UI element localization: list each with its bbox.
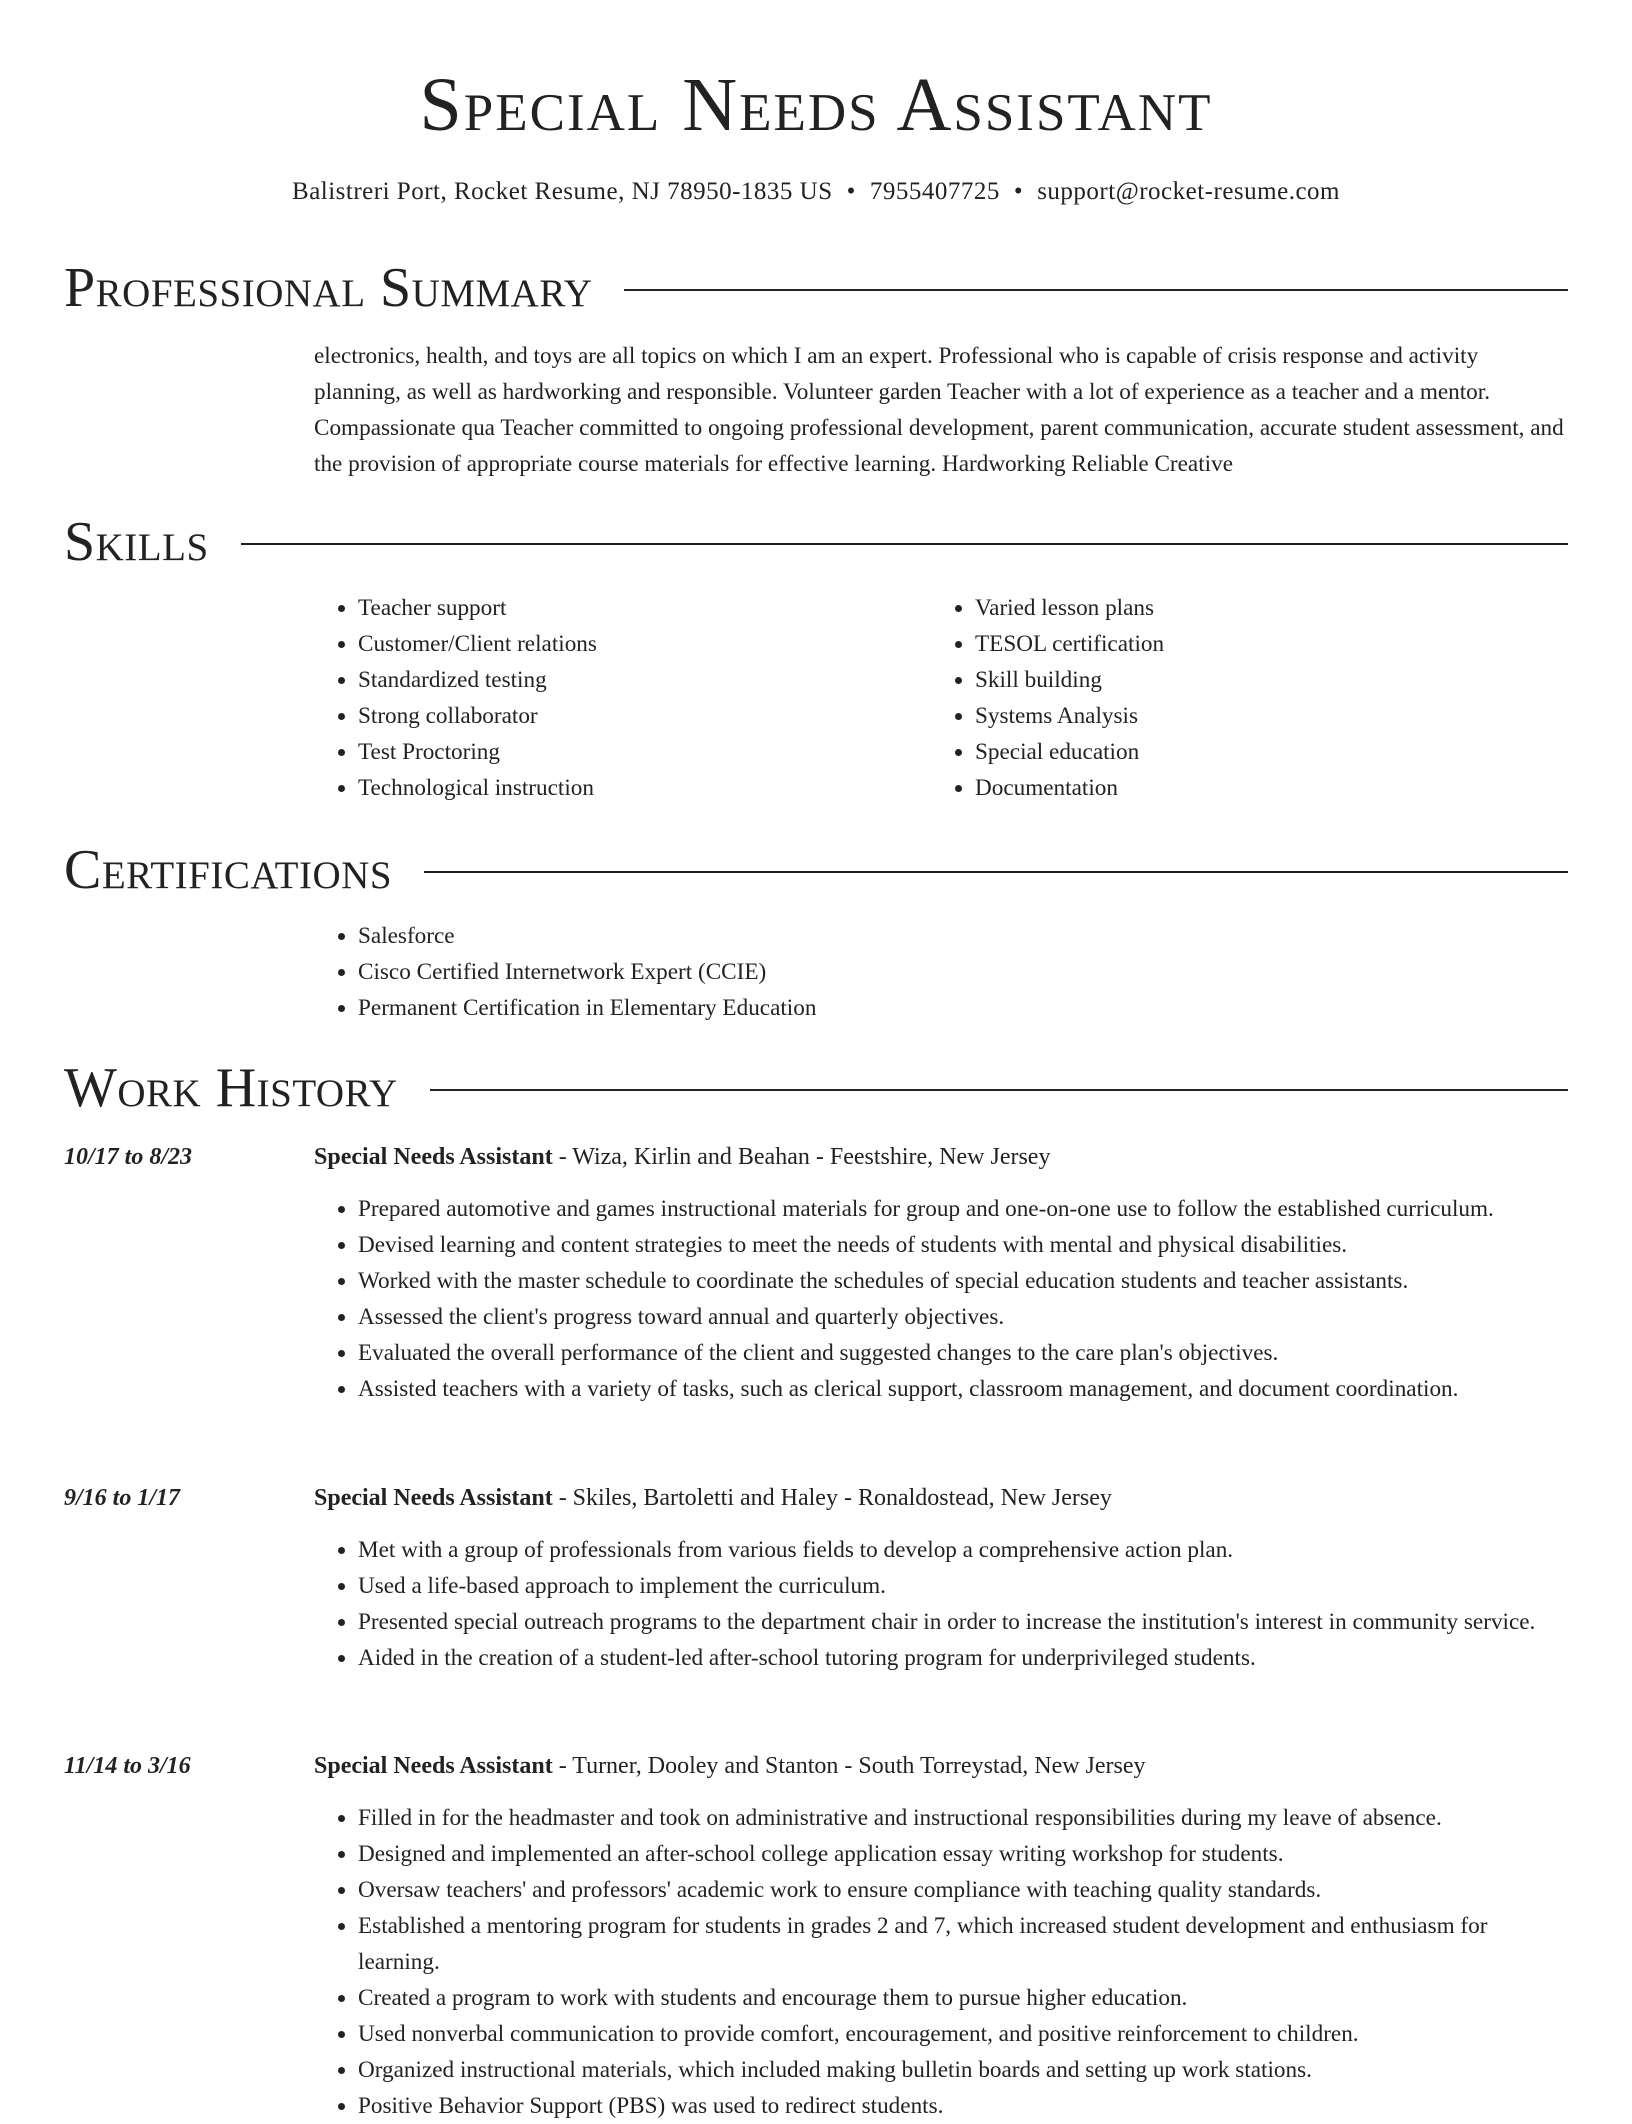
job-dates: 11/14 to 3/16: [64, 1753, 191, 1779]
job-bullet: • Evaluated the overall performance of the client and suggested changes to the care plan's objectives.: [358, 1335, 1568, 1371]
job-title: Special Needs Assistant: [314, 1144, 553, 1170]
contact-address: Balistreri Port, Rocket Resume, NJ 78950-1835 US: [292, 178, 833, 205]
certification-item: • Permanent Certification in Elementary Education: [358, 990, 1514, 1026]
skill-item: • Test Proctoring: [358, 734, 914, 770]
job-bullet: • Prepared automotive and games instructional materials for group and one-on-one use to follow the established curriculum.: [358, 1191, 1568, 1227]
skills-column-right: [931, 590, 1531, 806]
skill-item: • TESOL certification: [975, 626, 1531, 662]
skill-item: • Standardized testing: [358, 662, 914, 698]
certifications-section-header: [64, 837, 1568, 903]
skills-list-right: [931, 590, 1531, 806]
job-bullet-list: [314, 1191, 1568, 1407]
skills-heading: Skills: [64, 511, 209, 573]
summary-section-header: [64, 255, 1568, 321]
job-bullet: • Assisted teachers with a variety of tasks, such as clerical support, classroom management, and document coordination.: [358, 1371, 1568, 1407]
job-bullet: • Aided in the creation of a student-led after-school tutoring program for underprivileged students.: [358, 1640, 1568, 1676]
certifications-list: [314, 918, 1514, 1026]
job-title: Special Needs Assistant: [314, 1485, 553, 1511]
skill-item: • Technological instruction: [358, 770, 914, 806]
skills-column-left: [314, 590, 914, 806]
work-history-heading: Work History: [64, 1057, 398, 1119]
job-bullet: • Filled in for the headmaster and took on administrative and instructional responsibilities during my leave of absence.: [358, 1800, 1568, 1836]
job-bullet: • Worked with the master schedule to coordinate the schedules of special education students and teacher assistants.: [358, 1263, 1568, 1299]
skills-section-header: [64, 509, 1568, 575]
job-employer: - Turner, Dooley and Stanton - South Torreystad, New Jersey: [552, 1753, 1146, 1779]
job-title: Special Needs Assistant: [314, 1753, 553, 1779]
job-bullet: • Oversaw teachers' and professors' academic work to ensure compliance with teaching quality standards.: [358, 1872, 1568, 1908]
skill-item: • Documentation: [975, 770, 1531, 806]
job-dates: 10/17 to 8/23: [64, 1144, 193, 1170]
candidate-name: Special Needs Assistant: [419, 63, 1213, 147]
contact-separator: •: [1013, 178, 1024, 205]
contact-line: [0, 174, 1632, 210]
section-divider: [430, 1089, 1568, 1091]
job-bullet-list: [314, 1800, 1568, 2124]
job-bullet: • Assessed the client's progress toward annual and quarterly objectives.: [358, 1299, 1568, 1335]
certification-item: • Salesforce: [358, 918, 1514, 954]
skill-item: • Special education: [975, 734, 1531, 770]
summary-text: electronics, health, and toys are all topics on which I am an expert. Professional who is capable of crisis response and activity planning, as well as hardworking and responsible. Volunteer garden Teacher with a lot of experience as a teacher and a mentor. Compassionate qua Teacher committed to ongoing professional development, parent communication, accurate student assessment, and the provision of appropriate course materials for effective learning. Hardworking Reliable Creative: [314, 343, 1564, 477]
job-bullet: • Organized instructional materials, which included making bulletin boards and setting up work stations.: [358, 2052, 1568, 2088]
section-divider: [624, 289, 1568, 291]
job-header: [314, 1139, 1568, 1175]
job-dates: 9/16 to 1/17: [64, 1485, 181, 1511]
skill-item: • Customer/Client relations: [358, 626, 914, 662]
job-bullet: • Met with a group of professionals from various fields to develop a comprehensive action plan.: [358, 1532, 1568, 1568]
job-bullet: • Established a mentoring program for students in grades 2 and 7, which increased student development and enthusiasm for learning.: [358, 1908, 1568, 1980]
job-bullet: • Used a life-based approach to implement the curriculum.: [358, 1568, 1568, 1604]
contact-email[interactable]: support@rocket-resume.com: [1037, 178, 1340, 205]
job-bullet: • Devised learning and content strategies to meet the needs of students with mental and physical disabilities.: [358, 1227, 1568, 1263]
job-bullet: • Presented special outreach programs to the department chair in order to increase the institution's interest in community service.: [358, 1604, 1568, 1640]
job-header: [314, 1480, 1568, 1516]
skill-item: • Strong collaborator: [358, 698, 914, 734]
job-employer: - Wiza, Kirlin and Beahan - Feestshire, New Jersey: [552, 1144, 1051, 1170]
skill-item: • Systems Analysis: [975, 698, 1531, 734]
job-bullet-list: [314, 1532, 1568, 1676]
skill-item: • Varied lesson plans: [975, 590, 1531, 626]
summary-heading: Professional Summary: [64, 257, 593, 319]
job-employer: - Skiles, Bartoletti and Haley - Ronaldostead, New Jersey: [552, 1485, 1112, 1511]
section-divider: [424, 871, 1568, 873]
job-bullet: • Positive Behavior Support (PBS) was used to redirect students.: [358, 2088, 1568, 2124]
section-divider: [241, 543, 1568, 545]
skills-list-left: [314, 590, 914, 806]
contact-separator: •: [846, 178, 856, 205]
job-bullet: • Created a program to work with students and encourage them to pursue higher education.: [358, 1980, 1568, 2016]
certifications-heading: Certifications: [64, 839, 393, 901]
skill-item: • Skill building: [975, 662, 1531, 698]
job-header: [314, 1748, 1568, 1784]
job-bullet: • Designed and implemented an after-school college application essay writing workshop for students.: [358, 1836, 1568, 1872]
job-bullet: • Used nonverbal communication to provide comfort, encouragement, and positive reinforcement to children.: [358, 2016, 1568, 2052]
skill-item: • Teacher support: [358, 590, 914, 626]
certification-item: • Cisco Certified Internetwork Expert (CCIE): [358, 954, 1514, 990]
work-history-section-header: [64, 1055, 1568, 1121]
contact-phone[interactable]: 7955407725: [869, 178, 1000, 205]
certifications-block: [314, 918, 1514, 1026]
